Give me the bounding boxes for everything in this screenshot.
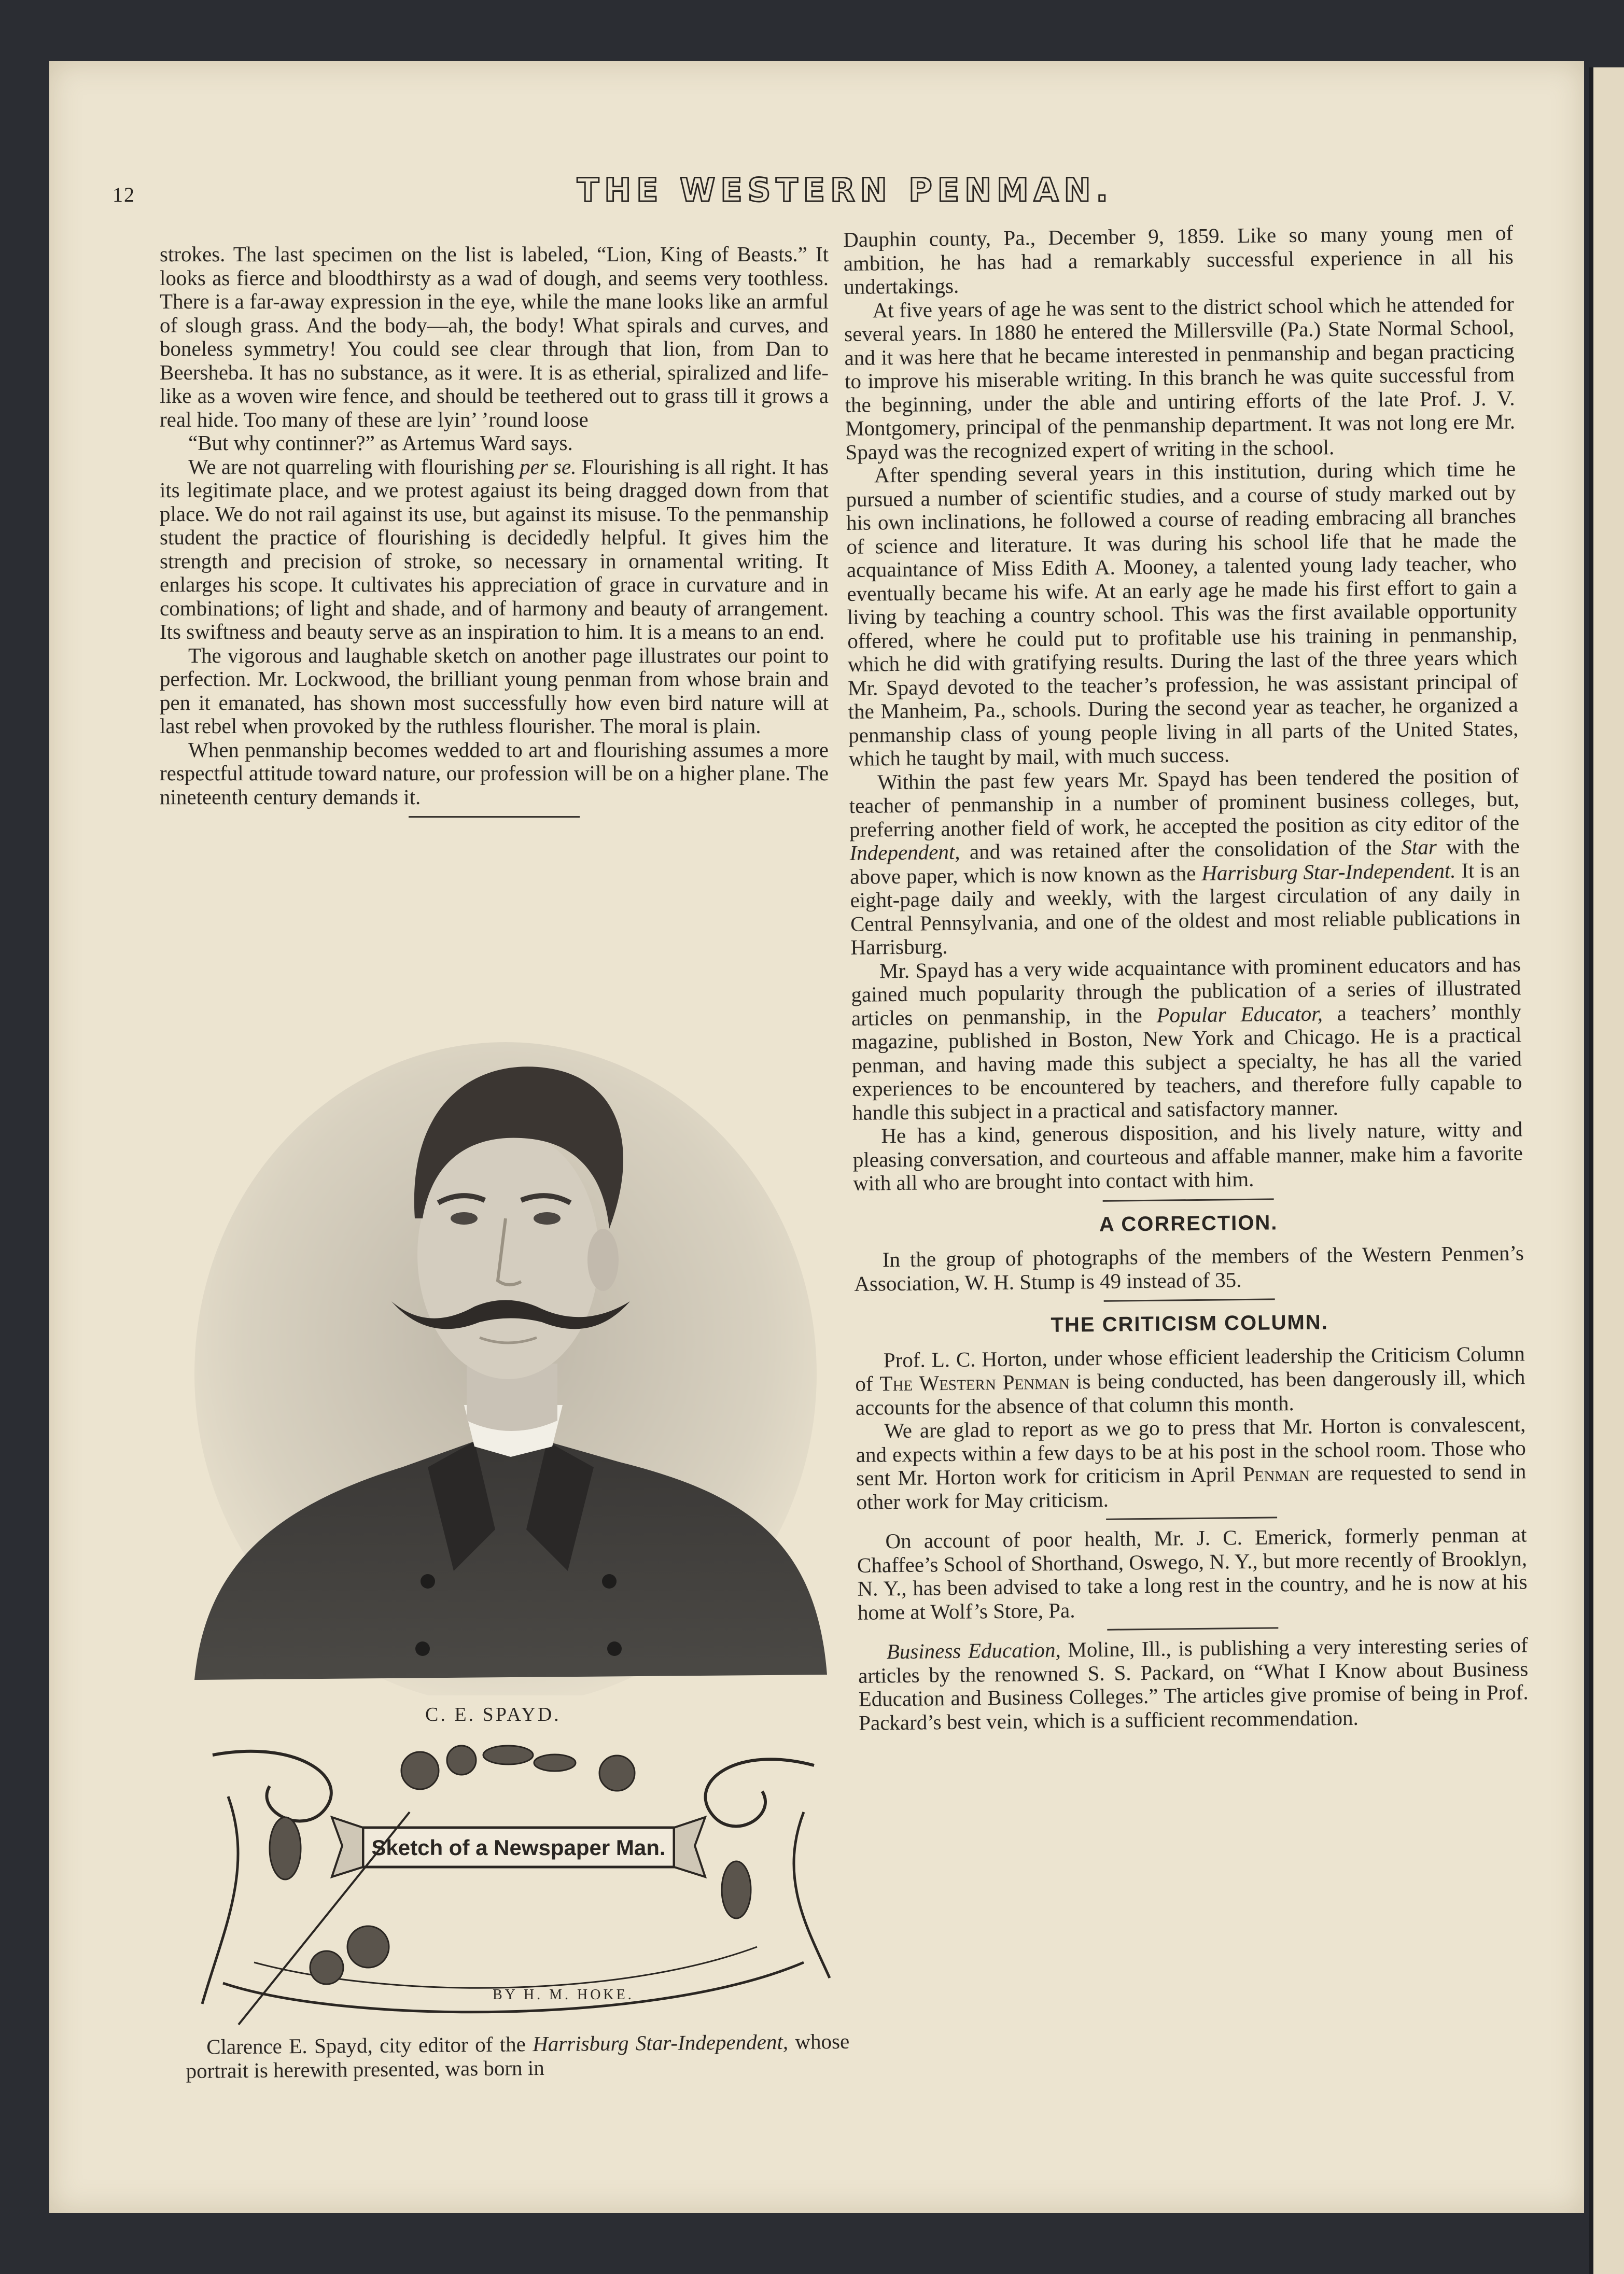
section-divider — [409, 816, 580, 818]
bio-opening — [186, 2029, 850, 2083]
emphasis: Harrisburg Star-Independent, — [532, 2029, 789, 2056]
paragraph: The vigorous and laughable sketch on another page illustrates our point to perfection. Mr. Lockwood, the brilliant young penman from whose brain and pen it emanated, has shown most successfully how even bird nature will at last rebel when provoked by the ruthless flourisher. The moral is plain. — [160, 643, 829, 738]
correction-heading: A CORRECTION. — [1099, 1211, 1278, 1236]
paragraph: At five years of age he was sent to the district school which he attended for several years. In 1880 he entered the Millersville (Pa.) State Normal School, and it was here that he became interested in penmanship and began practicing to improve his miserable writing. In this branch he was quite successful from the beginning, under the able and untiring efforts of the late Prof. J. V. Montgomery, principal of the penmanship department. It was not long ere Mr. Spayd was the recognized expert of writing in the school. — [844, 291, 1516, 464]
paragraph: On account of poor health, Mr. J. C. Emerick, formerly penman at Chaffee’s School of Shorthand, Oswego, N. Y., but more recently of Brooklyn, N. Y., has been advised to take a long rest in the country, and he is now at his home at Wolf’s Store, Pa. — [857, 1522, 1528, 1624]
portrait-photo — [184, 1011, 832, 1695]
section-divider — [1103, 1198, 1274, 1201]
section-divider — [1106, 1517, 1277, 1520]
section-divider — [1107, 1627, 1278, 1630]
adjacent-page-edge — [1589, 67, 1624, 2274]
page-gutter — [1589, 67, 1593, 2274]
sketch-banner-text: Sketch of a Newspaper Man. — [371, 1835, 666, 1860]
paragraph: We are not quarreling with flourishing per se. Flourishing is all right. It has its legitimate place, and we protest agaiust its being dragged down from that place. We do not rail against its use, but against its misuse. To the penmanship student the practice of flourishing is decidedly helpful. It gives him the strength and precision of stroke, so necessary in ornamental writing. It enlarges his scope. It cultivates his appreciation of grace in curvature and in combinations; of light and shade, and of harmony and beauty of arrangement. Its swiftness and beauty serve as an inspiration to him. It is a means to an end. — [160, 454, 829, 643]
masthead: THE WESTERN PENMAN. — [577, 171, 1114, 209]
section-divider — [1104, 1298, 1275, 1301]
paragraph: He has a kind, generous disposition, and his lively nature, witty and pleasing conversation, and courteous and affable manner, make him a favorite with all who are brought into contact with him. — [852, 1117, 1523, 1195]
paragraph: strokes. The last specimen on the list is labeled, “Lion, King of Beasts.” It looks as fierce and bloodthirsty as a wad of dough, and seems very toothless. There is a far-away expression in the eye, while the mane looks like an armful of slough grass. And the body—ah, the body! What spirals and curves, and boneless symmetry! You could see clear through that lion, from Dan to Beersheba. It has no substance, as it were. It is as etherial, spiralized and life-like as a woven wire fence, and should be teethered out to grass till it grows a real hide. Too many of these are lyin’ ’round loose — [160, 242, 829, 431]
paragraph: In the group of photographs of the members of the Western Penmen’s Association, W. H. Stump is 49 instead of 35. — [854, 1241, 1524, 1296]
paragraph: Dauphin county, Pa., December 9, 1859. Like so many young men of ambition, he has had a remarkably successful experience in all his undertakings. — [843, 220, 1514, 299]
paragraph: When penmanship becomes wedded to art and flourishing assumes a more respectful attitude toward nature, our profession will be on a higher plane. The nineteenth century demands it. — [160, 737, 829, 809]
right-column — [843, 221, 1529, 1734]
sketch-byline: BY H. M. HOKE. — [493, 1987, 634, 2003]
paragraph: Clarence E. Spayd, city editor of the Harrisburg Star-Independent, whose portrait is herewith presented, was born in — [186, 2029, 850, 2083]
paragraph: Mr. Spayd has a very wide acquaintance with prominent educators and has gained much popularity through the publication of a series of illustrated articles on penmanship, in the Popular Educator, a teachers’ monthly magazine, published in Boston, New York and Chicago. He is a practical penman, and having made this subject a specialty, he has all the varied experiences to be encountered by teachers, and therefore fully capable to handle this subject in a practical and satisfactory manner. — [851, 951, 1522, 1125]
paragraph: Within the past few years Mr. Spayd has been tendered the position of teacher of penmanship in a number of prominent business colleges, but, preferring another field of work, he accepted the position as city editor of the Independent, and was retained after the consolidation of the Star with the above paper, which is now known as the Harrisburg Star-Independent. It is an eight-page daily and weekly, with the largest circulation of any daily in Central Pennsylvania, and one of the oldest and most reliable publications in Harrisburg. — [849, 763, 1521, 959]
paragraph: “But why continner?” as Artemus Ward says. — [188, 431, 573, 455]
paragraph: Business Education, Moline, Ill., is publishing a very interesting series of articles by the renowned S. S. Packard, on “What I Know about Business Education and Business Colleges.” The articles give promise of being in Prof. Packard’s best vein, which is a sufficient recommendation. — [858, 1633, 1529, 1735]
page-number: 12 — [113, 183, 135, 206]
emphasis: per se. — [520, 454, 577, 479]
paragraph: Prof. L. C. Horton, under whose efficient leadership the Criticism Column of The Western Penman is being conducted, has been dangerously ill, which accounts for the absence of that column this month. — [855, 1341, 1525, 1420]
criticism-heading: THE CRITICISM COLUMN. — [1051, 1311, 1329, 1337]
paragraph: We are glad to report as we go to press that Mr. Horton is convalescent, and expects within a few days to be at his post in the school room. Those who sent Mr. Horton work for criticism in April Penman are requested to send in other work for May criticism. — [856, 1412, 1527, 1514]
left-column — [160, 243, 829, 825]
paragraph: After spending several years in this institution, during which time he pursued a number of scientific studies, and a course of study marked out by his own inclinations, he followed a course of reading embracing all branches of science and literature. It was during his school life that he made the acquaintance of Miss Edith A. Mooney, a talented young lady teacher, who eventually became his wife. At an early age he made his first effort to gain a living by teaching a country school. This was the first available opportunity offered, where he could put to profitable use his training in penmanship, which he did with gratifying results. During the last of the three years which Mr. Spayd devoted to the teacher’s profession, he was assistant principal of the Manheim, Pa., schools. During the second year as teacher, he organized a penmanship class of young people living in all parts of the United States, which he taught by mail, with much success. — [846, 456, 1519, 770]
portrait-caption: C. E. SPAYD. — [425, 1704, 561, 1725]
